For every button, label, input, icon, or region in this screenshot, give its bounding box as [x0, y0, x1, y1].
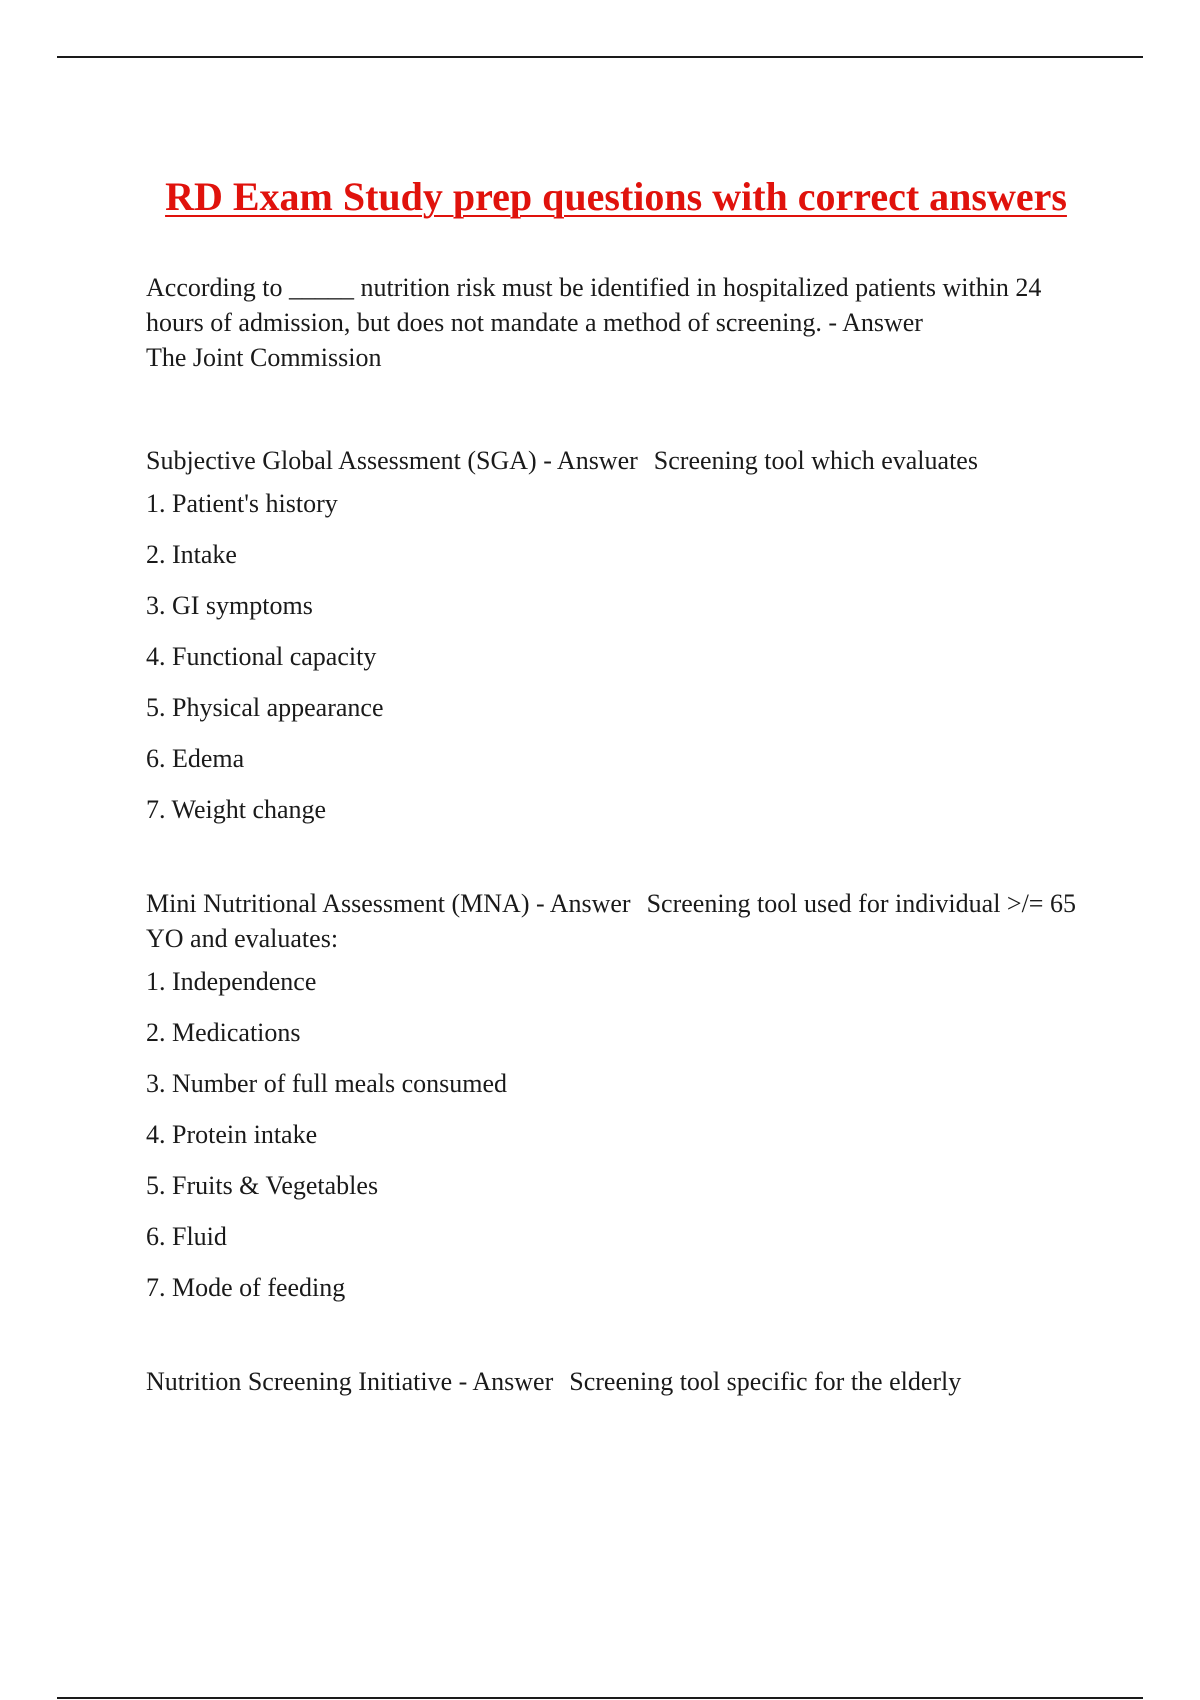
mna-criteria-list: [146, 956, 1096, 1313]
answer-text: The Joint Commission: [146, 343, 382, 372]
answer-label: - Answer: [536, 889, 631, 918]
answer-label: - Answer: [543, 446, 638, 475]
question-text: Nutrition Screening Initiative: [146, 1367, 453, 1396]
answer-text: Screening tool used for individual >/= 65 YO and evaluates:: [146, 889, 1076, 953]
answer-text: Screening tool specific for the elderly: [569, 1367, 962, 1396]
list-item: 4. Functional capacity: [146, 642, 377, 671]
document-body: [146, 270, 1096, 1399]
question-text: Subjective Global Assessment (SGA): [146, 446, 537, 475]
question-joint-commission: [146, 270, 1096, 375]
question-text: According to _____ nutrition risk must be identified in hospitalized patients within 24 hours of admission, but does not mandate a method of screening.: [146, 273, 1042, 337]
document-title: RD Exam Study prep questions with correct answers: [165, 173, 1067, 219]
question-text: Mini Nutritional Assessment (MNA): [146, 889, 530, 918]
top-rule: [57, 56, 1143, 58]
list-item: 3. Number of full meals consumed: [146, 1069, 508, 1098]
question-nsi: [146, 1364, 1096, 1399]
list-item: 1. Patient's history: [146, 489, 338, 518]
list-item: 6. Edema: [146, 744, 245, 773]
list-item: 7. Mode of feeding: [146, 1273, 346, 1302]
answer-label: - Answer: [458, 1367, 554, 1396]
question-heading: [146, 886, 1096, 956]
list-item: 1. Independence: [146, 967, 317, 996]
list-item: 4. Protein intake: [146, 1120, 318, 1149]
sga-criteria-list: [146, 478, 1096, 835]
list-item: 6. Fluid: [146, 1222, 227, 1251]
bottom-rule: [57, 1697, 1143, 1699]
list-item: 5. Physical appearance: [146, 693, 384, 722]
question-mna: [146, 886, 1096, 1313]
list-item: 3. GI symptoms: [146, 591, 313, 620]
answer-text: Screening tool which evaluates: [653, 446, 978, 475]
list-item: 2. Intake: [146, 540, 237, 569]
question-heading: [146, 443, 1096, 478]
list-item: 5. Fruits & Vegetables: [146, 1171, 379, 1200]
list-item: 2. Medications: [146, 1018, 301, 1047]
answer-label: - Answer: [828, 308, 923, 337]
question-sga: [146, 443, 1096, 835]
list-item: 7. Weight change: [146, 795, 327, 824]
